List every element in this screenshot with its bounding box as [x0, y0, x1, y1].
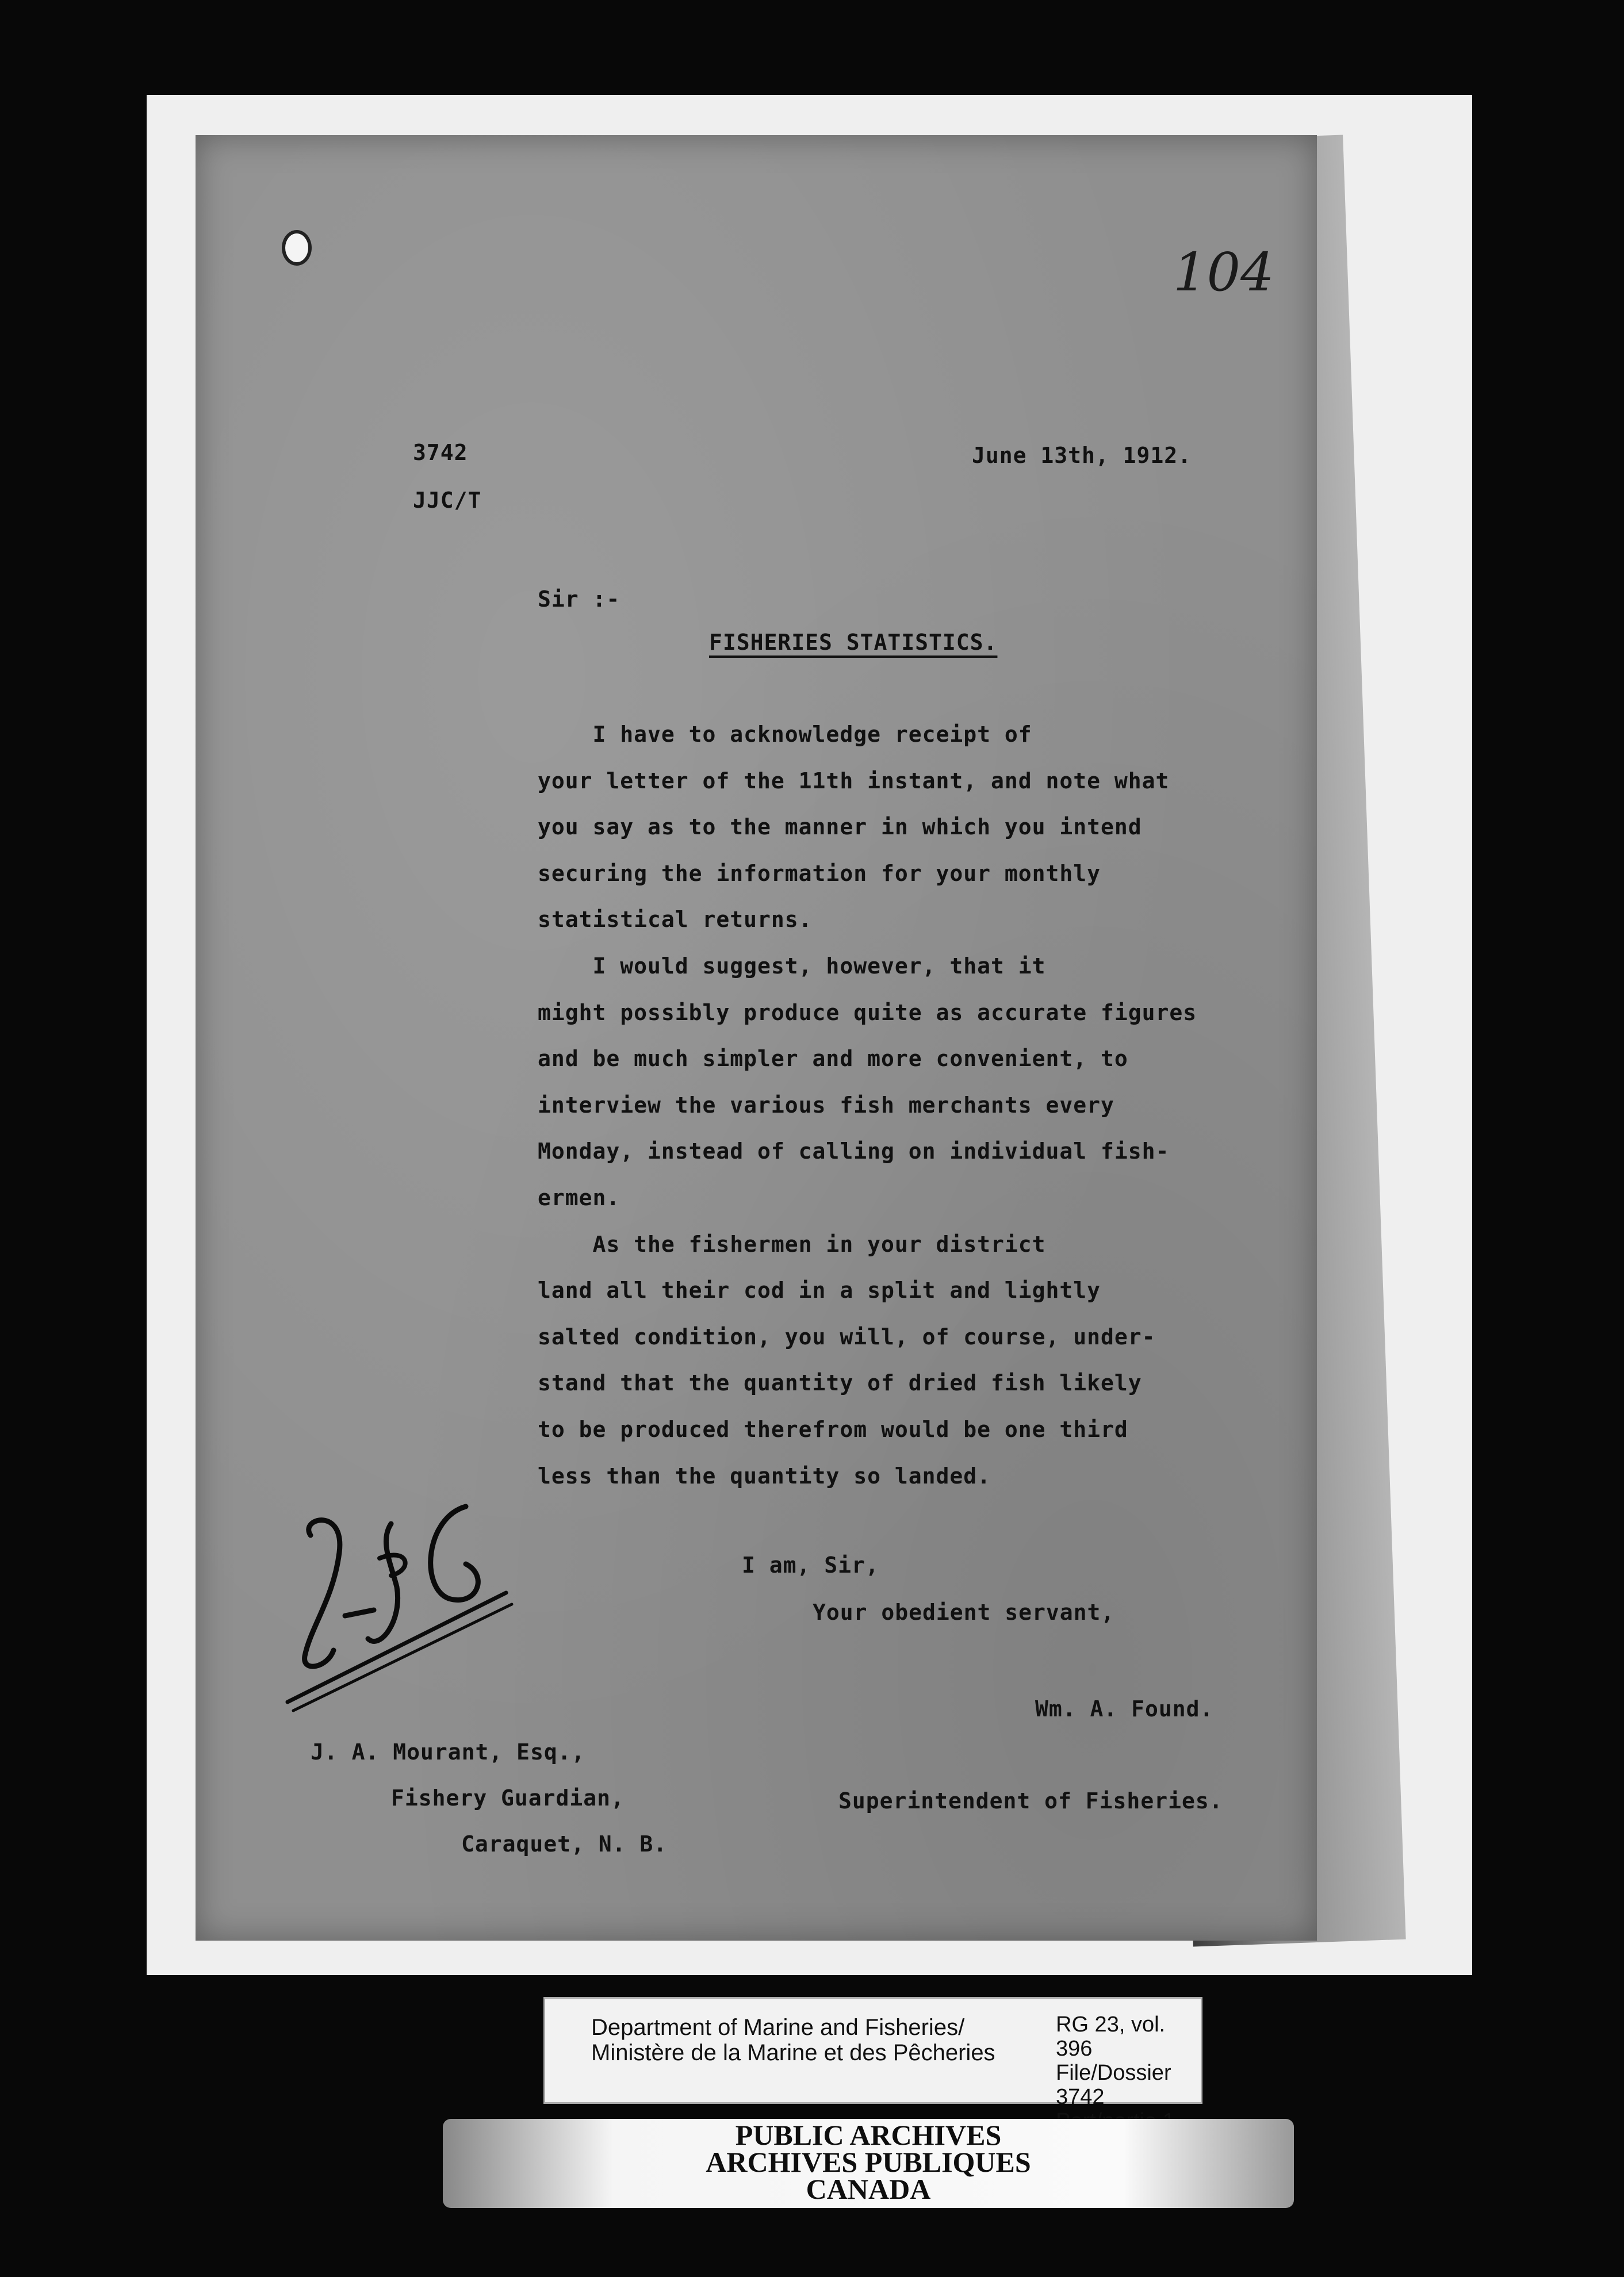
department-french: Ministère de la Marine et des Pêcheries	[591, 2040, 995, 2065]
signer-title: Superintendent of Fisheries.	[838, 1788, 1223, 1814]
body-line: statistical returns.	[538, 907, 813, 932]
recipient-location: Caraquet, N. B.	[461, 1831, 668, 1857]
stamp-line-1: PUBLIC ARCHIVES	[735, 2119, 1002, 2151]
body-line: and be much simpler and more convenient, to	[538, 1046, 1128, 1071]
body-line: stand that the quantity of dried fish likely	[538, 1370, 1142, 1396]
record-group: RG 23, vol. 396	[1056, 2012, 1166, 2061]
closing-line-1: I am, Sir,	[742, 1552, 879, 1578]
salutation: Sir :-	[538, 586, 621, 612]
body-line: salted condition, you will, of course, under-	[538, 1324, 1156, 1350]
handwritten-initials-signature	[276, 1483, 518, 1725]
body-line: your letter of the 11th instant, and note what	[538, 768, 1170, 793]
letter-heading: FISHERIES STATISTICS.	[709, 630, 998, 655]
body-line: I have to acknowledge receipt of	[538, 722, 1032, 747]
body-line: securing the information for your monthly	[538, 861, 1101, 886]
department-english: Department of Marine and Fisheries/	[591, 2015, 965, 2040]
body-line: less than the quantity so landed.	[538, 1463, 991, 1489]
body-line: land all their cod in a split and lightly	[538, 1278, 1101, 1303]
body-line: you say as to the manner in which you intend	[538, 814, 1142, 839]
public-archives-stamp	[443, 2119, 1294, 2208]
stamp-line-3: CANADA	[806, 2173, 931, 2205]
body-line: As the fishermen in your district	[538, 1232, 1046, 1257]
punch-hole	[282, 230, 312, 266]
signer-name: Wm. A. Found.	[1035, 1696, 1214, 1722]
body-line: ermen.	[538, 1185, 621, 1210]
typist-initials: JJC/T	[413, 488, 482, 513]
closing-line-2: Your obedient servant,	[813, 1600, 1115, 1625]
file-number: 3742	[413, 440, 468, 465]
body-line: I would suggest, however, that it	[538, 953, 1046, 979]
department-names	[591, 2015, 995, 2065]
archive-reference-label	[543, 1997, 1202, 2109]
record-reference	[1056, 2012, 1201, 2133]
body-line: Monday, instead of calling on individual fish-	[538, 1138, 1170, 1164]
body-line: interview the various fish merchants every	[538, 1092, 1114, 1118]
body-line: to be produced therefrom would be one third	[538, 1417, 1128, 1442]
page-number: 104	[1173, 241, 1274, 303]
letter-date: June 13th, 1912.	[972, 443, 1192, 468]
recipient-name: J. A. Mourant, Esq.,	[311, 1739, 585, 1765]
recipient-position: Fishery Guardian,	[391, 1785, 625, 1811]
stamp-line-2: ARCHIVES PUBLIQUES	[706, 2146, 1031, 2178]
file-dossier: File/Dossier 3742	[1056, 2061, 1171, 2109]
body-line: might possibly produce quite as accurate figures	[538, 1000, 1197, 1025]
